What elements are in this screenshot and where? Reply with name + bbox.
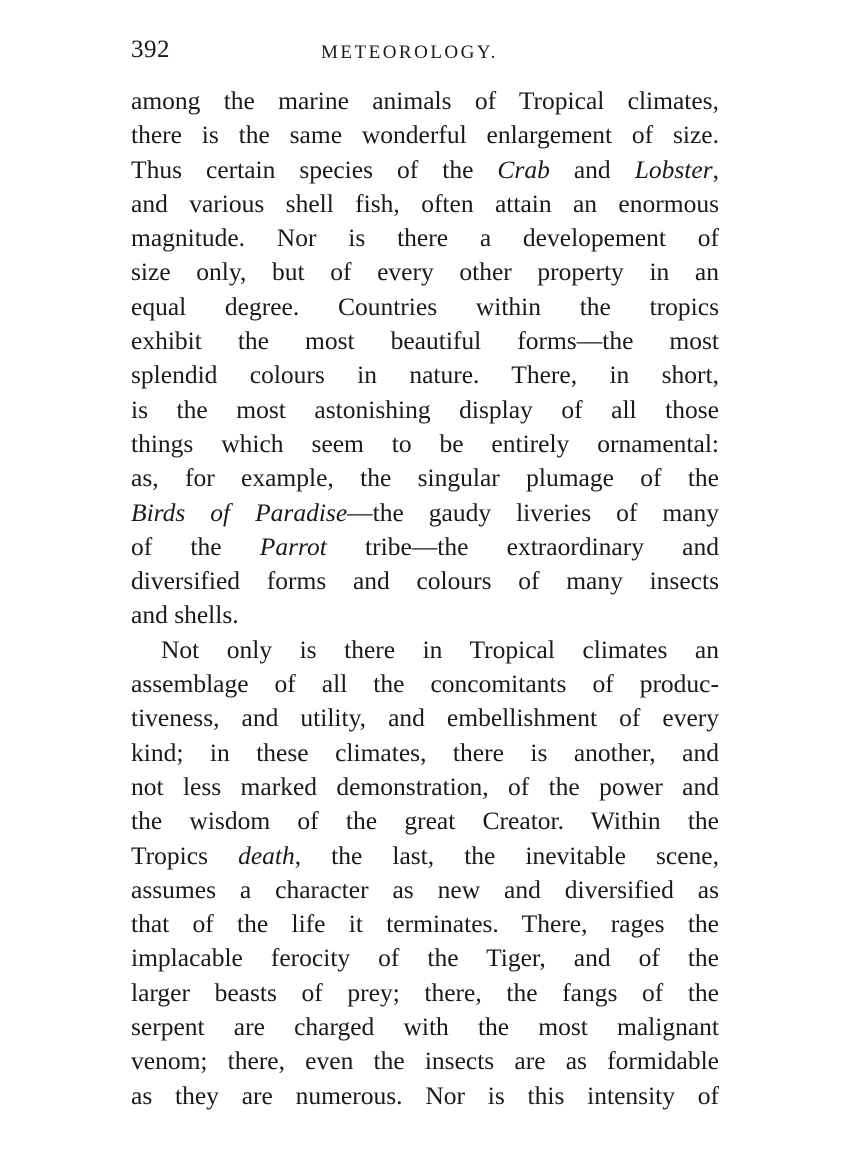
italic-text: Birds of Paradise	[131, 497, 348, 527]
text-segment: —the gaudy liveries of many	[347, 497, 719, 527]
text-line	[131, 1079, 719, 1113]
text-line	[131, 976, 719, 1010]
text-line	[131, 290, 719, 324]
text-segment: that of the life it terminates. There, rages the	[131, 909, 719, 939]
text-segment: exhibit the most beautiful forms—the most	[131, 326, 719, 356]
italic-text: Crab	[497, 154, 550, 184]
text-line	[131, 667, 719, 701]
text-line	[131, 324, 719, 358]
text-segment: Tropics	[131, 840, 239, 870]
text-segment: Not only is there in Tropical climates an	[161, 634, 719, 664]
italic-text: death	[238, 840, 295, 870]
text-line	[131, 427, 719, 461]
text-segment: diversified forms and colours of many insects	[131, 566, 719, 596]
text-segment: tribe—the extraordinary and	[326, 531, 719, 561]
text-segment: venom; there, even the insects are as formidable	[131, 1046, 719, 1076]
text-segment: is the most astonishing display of all those	[131, 394, 719, 424]
text-line	[131, 633, 719, 667]
text-line	[131, 873, 719, 907]
text-line	[131, 84, 719, 118]
text-line	[131, 736, 719, 770]
body-text	[131, 84, 719, 1113]
running-title: METEOROLOGY.	[321, 42, 498, 63]
text-line	[131, 221, 719, 255]
text-line	[131, 393, 719, 427]
text-segment: size only, but of every other property in an	[131, 257, 719, 287]
text-segment: as, for example, the singular plumage of the	[131, 463, 719, 493]
text-line	[131, 187, 719, 221]
text-segment: things which seem to be entirely ornamental:	[131, 428, 719, 458]
text-segment: and various shell fish, often attain an enormous	[131, 188, 719, 218]
text-line	[131, 564, 719, 598]
text-segment: there is the same wonderful enlargement of size.	[131, 120, 719, 150]
text-segment: larger beasts of prey; there, the fangs of the	[131, 977, 719, 1007]
page-header	[131, 36, 721, 68]
text-segment: ,	[712, 154, 719, 184]
text-line	[131, 907, 719, 941]
text-line	[131, 941, 719, 975]
text-segment: and shells.	[131, 600, 239, 630]
italic-text: Parrot	[259, 531, 327, 561]
text-line	[131, 839, 719, 873]
text-line	[131, 804, 719, 838]
text-segment: of the	[131, 531, 260, 561]
text-segment: , the last, the inevitable scene,	[294, 840, 720, 870]
text-line	[131, 770, 719, 804]
text-segment: the wisdom of the great Creator. Within the	[131, 806, 719, 836]
text-line	[131, 701, 719, 735]
text-segment: serpent are charged with the most malignant	[131, 1012, 719, 1042]
text-line	[131, 358, 719, 392]
text-segment: tiveness, and utility, and embellishment of every	[131, 703, 719, 733]
text-line	[131, 255, 719, 289]
text-segment: not less marked demonstration, of the power and	[131, 771, 719, 801]
text-segment: splendid colours in nature. There, in short,	[131, 360, 719, 390]
text-line	[131, 496, 719, 530]
text-segment: among the marine animals of Tropical climates,	[131, 86, 719, 115]
text-line	[131, 530, 719, 564]
text-line	[131, 1044, 719, 1078]
page-number: 392	[131, 36, 170, 63]
text-segment: Thus certain species of the	[131, 154, 498, 184]
text-line	[131, 1010, 719, 1044]
text-segment: equal degree. Countries within the tropics	[131, 291, 719, 321]
text-segment: assemblage of all the concomitants of produc-	[131, 669, 719, 699]
italic-text: Lobster	[634, 154, 713, 184]
text-segment: as they are numerous. Nor is this intensity of	[131, 1080, 719, 1110]
text-line	[131, 461, 719, 495]
text-segment: implacable ferocity of the Tiger, and of the	[131, 943, 719, 973]
text-segment: kind; in these climates, there is another, and	[131, 737, 719, 767]
text-segment: and	[549, 154, 635, 184]
text-segment: assumes a character as new and diversified as	[131, 874, 719, 904]
text-line	[131, 118, 719, 152]
text-line	[131, 153, 719, 187]
text-line	[131, 598, 719, 632]
text-segment: magnitude. Nor is there a developement of	[131, 223, 719, 253]
